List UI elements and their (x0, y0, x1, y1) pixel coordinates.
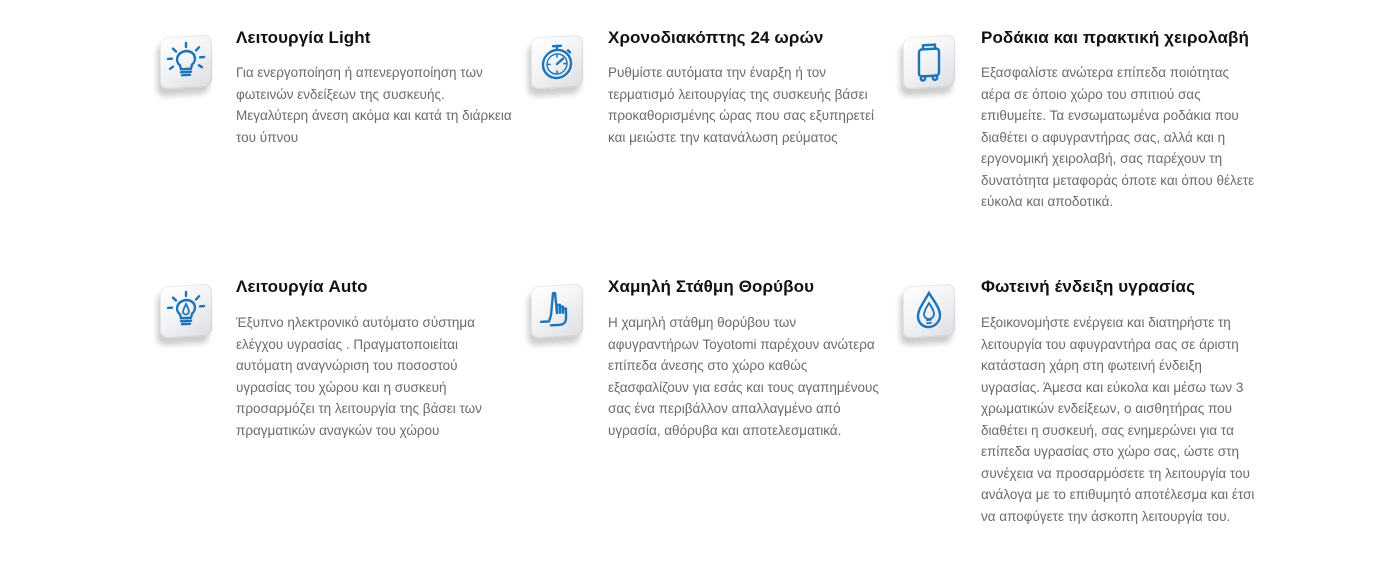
auto-bulb-drop-icon (160, 284, 212, 339)
feature-title: Χαμηλή Στάθμη Θορύβου (608, 277, 815, 296)
feature-title: Ροδάκια και πρακτική χειρολαβή (981, 28, 1249, 47)
feature-description: Εξοικονομήστε ενέργεια και διατηρήστε τη λειτουργία του αφυγραντήρα σας σε άριστη κατάσταση χάρη στη φωτεινή ένδειξη υγρασίας. Άμεσα και εύκολα και μέσω των 3 χρωματικών ενδείξεων, ο αισθητήρας που διαθέτει η συσκευή, σας ενημερώνει για τα επίπεδα υγρασίας στο χώρο σας, ώστε στη συνέχεια να προσαρμόσετε τη λειτουργία του ανάλογα με το επιθυμητό αποτέλεσμα και έτσι να αποφύγετε την άσκοπη λειτουργία του. (981, 315, 1255, 524)
feature-title: Φωτεινή ένδειξη υγρασίας (981, 277, 1196, 296)
feature-description: Ρυθμίστε αυτόματα την έναρξη ή τον τερματισμό λειτουργίας της συσκευής βάσει προκαθορισμένης ώρας που σας εξυπηρετεί και μειώστε την κατανάλωση ρεύματος (608, 65, 874, 145)
feature-description: Εξασφαλίστε ανώτερα επίπεδα ποιότητας αέρα σε όποιο χώρο του σπιτιού σας επιθυμείτε. Τα ενσωματωμένα ροδάκια που διαθέτει ο αφυγραντήρας σας, αλλά και η εργονομική χειρολαβή, σας παρέχουν τη δυνατότητα μεταφοράς όποτε και όπου θέλετε εύκολα και αποδοτικά. (981, 65, 1255, 209)
feature-description: Έξυπνο ηλεκτρονικό αυτόματο σύστημα ελέγχου υγρασίας . Πραγματοποιείται αυτόματη αναγνώριση του ποσοστού υγρασίας του χώρου και η συσκευή προσαρμόζει τη λειτουργία της βάσει των πραγματικών αναγκών του χώρου (236, 315, 482, 438)
feature-title: Λειτουργία Light (236, 28, 371, 47)
feature-description: Η χαμηλή στάθμη θορύβου των αφυγραντήρων Toyotomi παρέχουν ανώτερα επίπεδα άνεσης στο χώρο καθώς εξασφαλίζουν για εσάς και τους αγαπημένους σας ένα περιβάλλον απαλλαγμένο από υγρασία, αθόρυβα και αποτελεσματικά. (608, 315, 879, 438)
wheels-handle-icon (903, 35, 955, 90)
feature-title: Λειτουργία Auto (236, 277, 368, 296)
feature-title: Χρονοδιακόπτης 24 ωρών (608, 28, 824, 47)
light-bulb-icon (160, 35, 212, 90)
low-noise-hand-icon (531, 284, 583, 339)
feature-description: Για ενεργοποίηση ή απενεργοποίηση των φωτεινών ενδείξεων της συσκευής. Μεγαλύτερη άνεση ακόμα και κατά τη διάρκεια του ύπνου (236, 65, 512, 145)
humidity-drop-icon (903, 284, 955, 339)
stopwatch-icon (531, 35, 583, 90)
